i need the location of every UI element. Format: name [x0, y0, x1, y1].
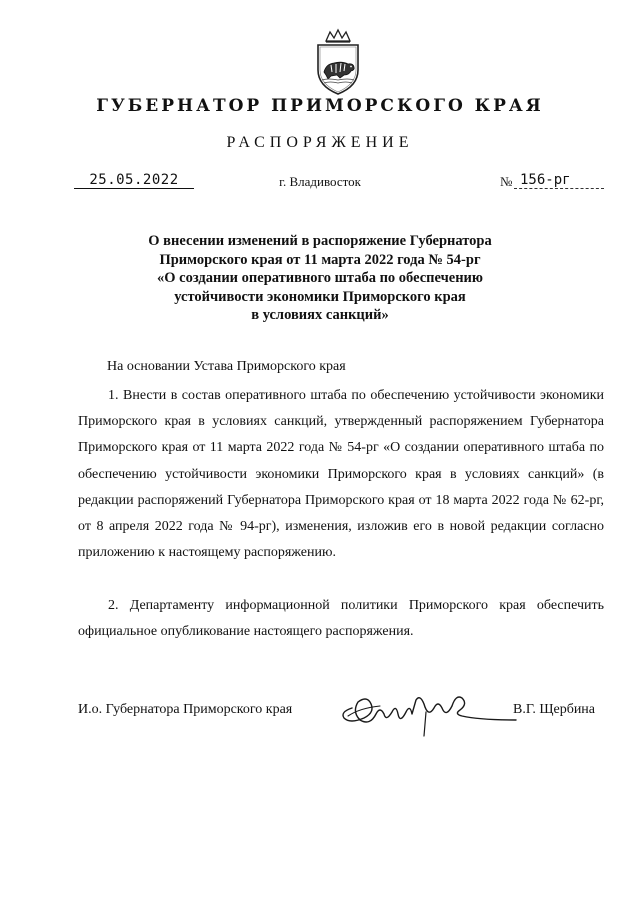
document-type: РАСПОРЯЖЕНИЕ [226, 134, 414, 151]
body-paragraph-1: 1. Внести в состав оперативного штаба по обеспечению устойчивости экономики Приморского края в условиях санкций, утвержденный распоряжением Губернатора Приморского края от 11 марта 2022 года № 54-рг «О создании оперативного штаба по обеспечению устойчивости экономики Приморского края в условиях санкций» (в редакции распоряжений Губернатора Приморского края от 18 марта 2022 года № 62-рг, от 8 апреля 2022 года № 94-рг), изменения, изложив его в новой редакции согласно приложению к настоящему распоряжению. [78, 388, 604, 561]
document-date: 25.05.2022 [74, 172, 194, 189]
signatory-position: И.о. Губернатора Приморского края [78, 702, 293, 717]
document-title-line: устойчивости экономики Приморского края [174, 288, 466, 305]
issuer-heading: ГУБЕРНАТОР ПРИМОРСКОГО КРАЯ [96, 96, 544, 116]
document-number-block [500, 172, 600, 192]
document-title [100, 232, 540, 325]
coat-of-arms-icon [304, 28, 372, 96]
document-title-line: в условиях санкций» [251, 307, 389, 324]
document-number-label: № [500, 174, 513, 189]
document-city: г. Владивосток [279, 174, 361, 189]
handwritten-signature [330, 678, 520, 742]
signatory-name: В.Г. Щербина [513, 702, 596, 717]
document-title-line: «О создании оперативного штаба по обеспечению [156, 270, 483, 287]
document-number: 156-рг [514, 172, 604, 189]
body-paragraph-2: 2. Департаменту информационной политики Приморского края обеспечить официальное опубликование настоящего распоряжения. [78, 598, 604, 640]
document-title-line: Приморского края от 11 марта 2022 года № 54-рг [159, 251, 481, 268]
signature-block [0, 700, 640, 750]
legal-basis: На основании Устава Приморского края [107, 359, 346, 374]
document-title-line: О внесении изменений в распоряжение Губернатора [148, 233, 492, 249]
